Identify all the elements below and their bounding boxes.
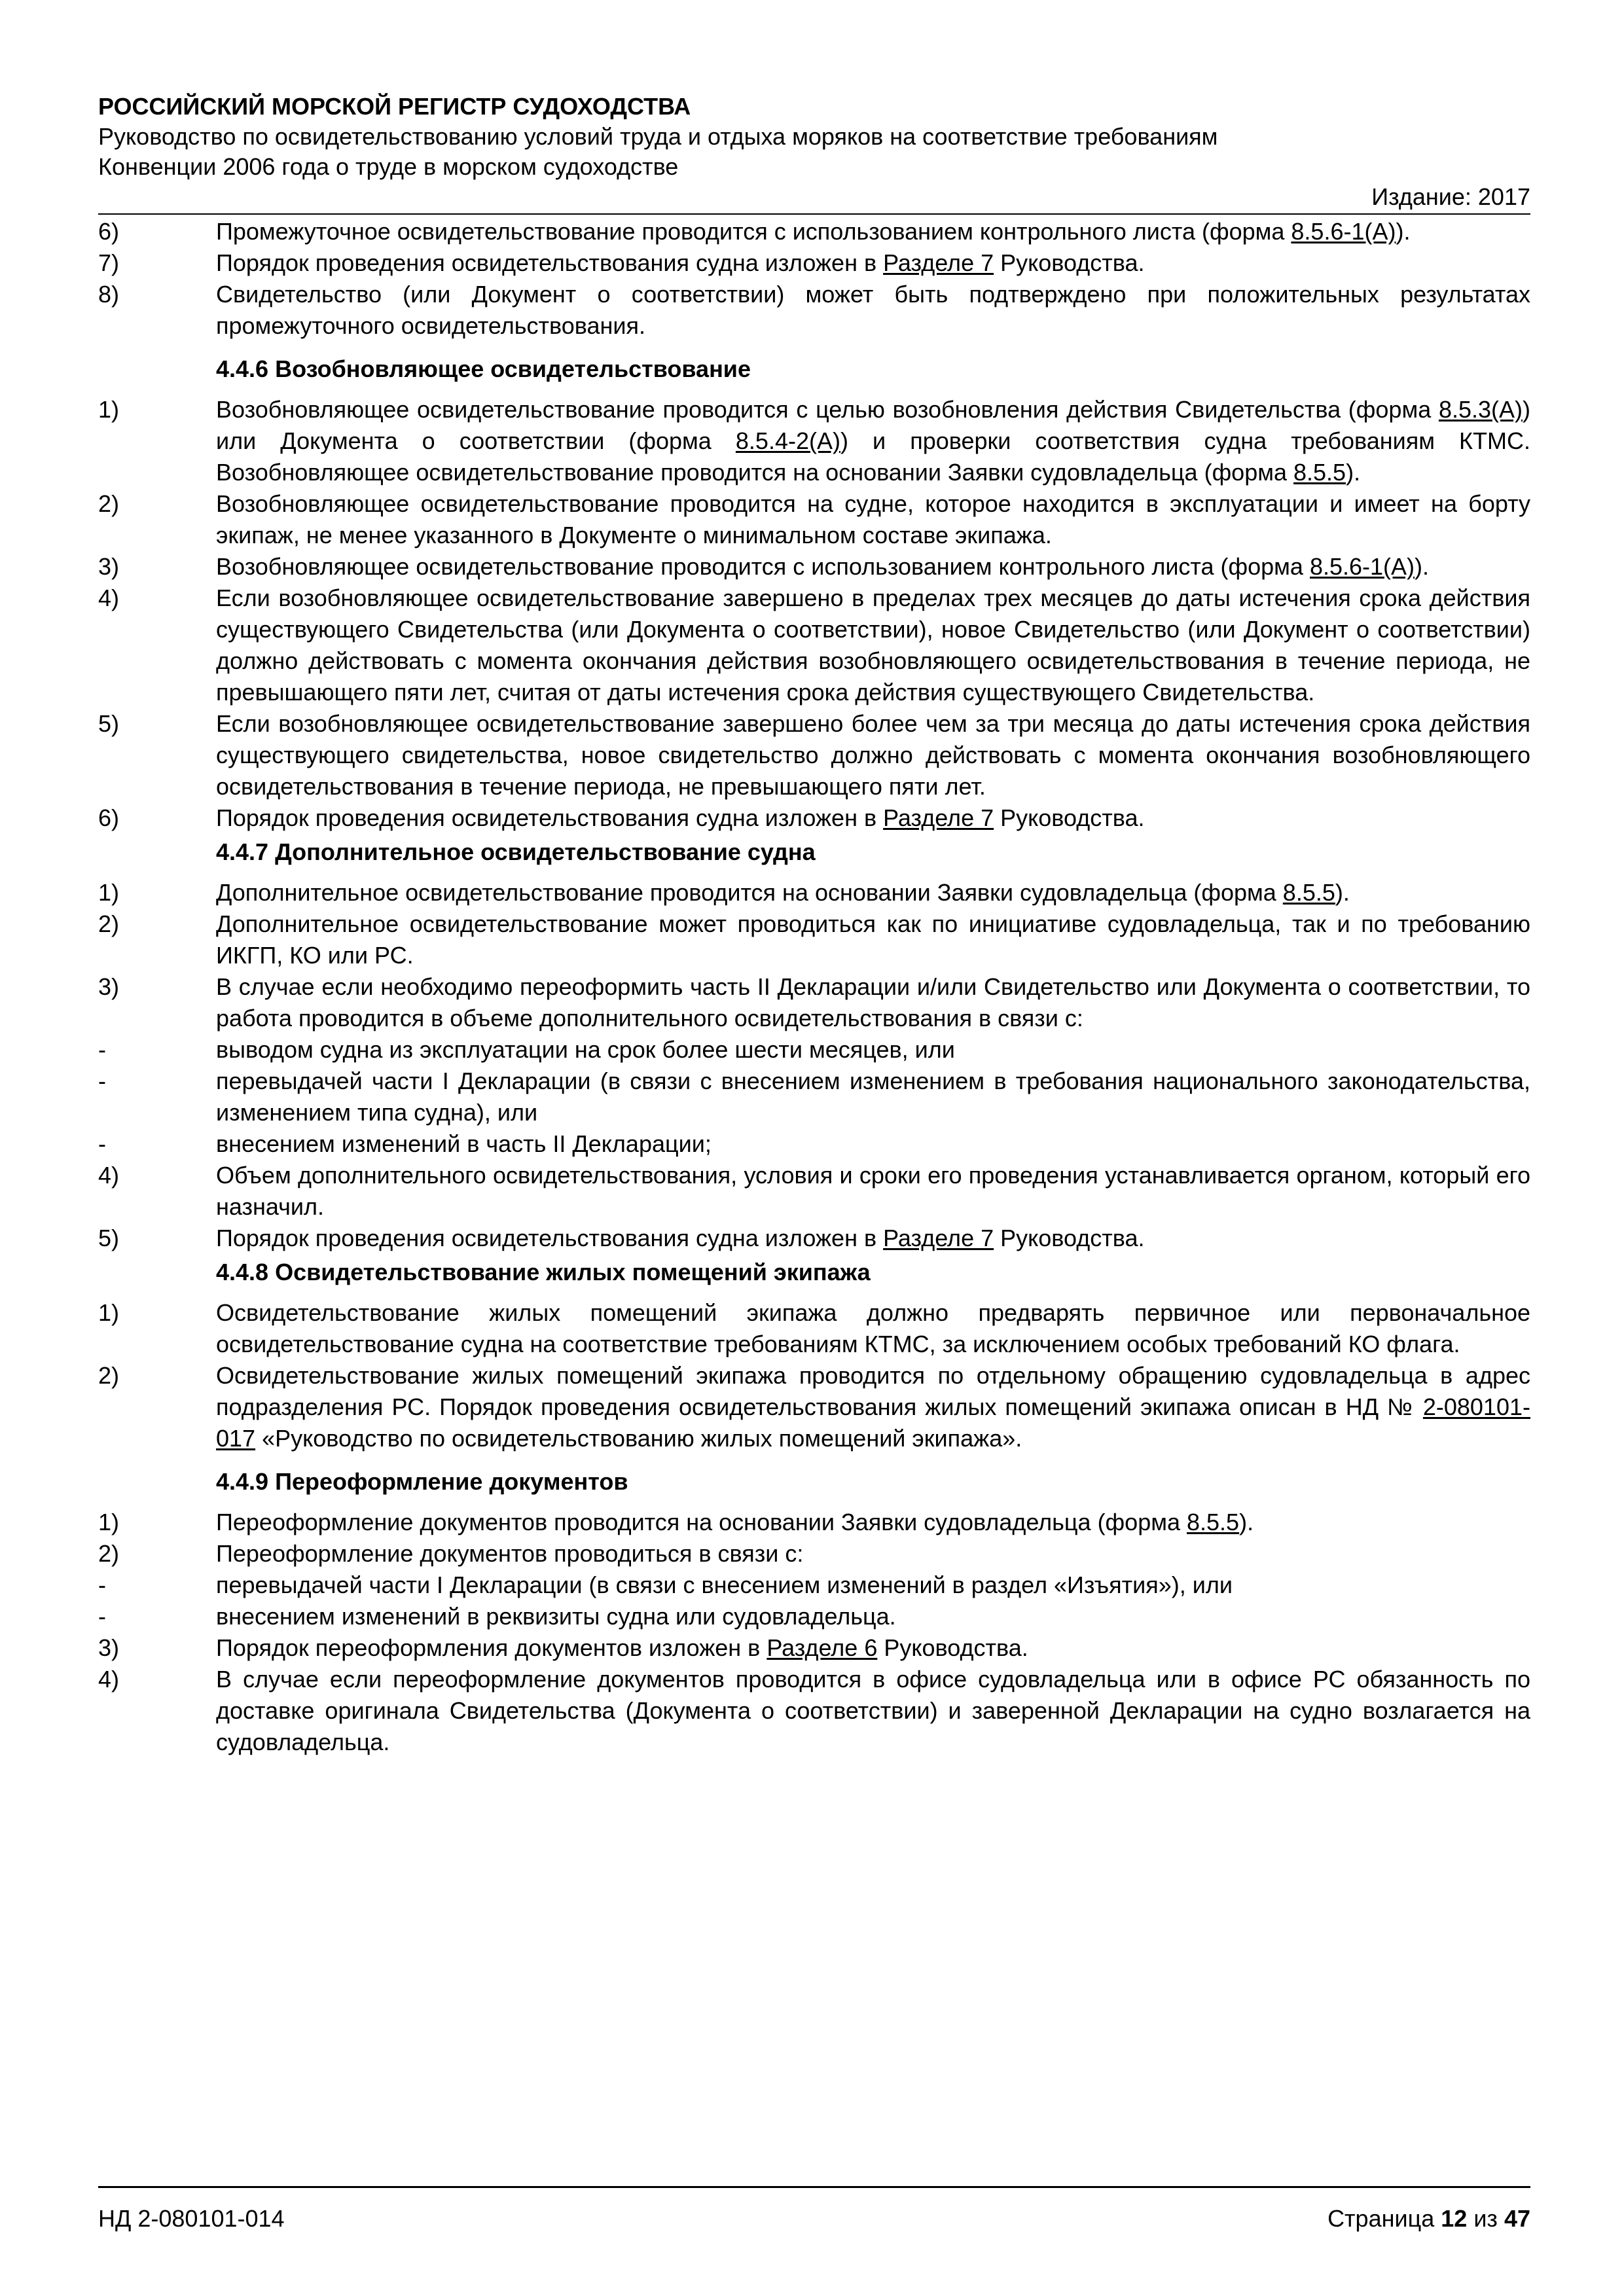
section-link[interactable]: Разделе 6 (767, 1634, 878, 1661)
dash-item (98, 1601, 1530, 1632)
list-item (98, 1538, 1530, 1570)
item-number: 1) (98, 396, 120, 423)
item-number: 2) (98, 1362, 120, 1389)
section-heading-4-4-9: 4.4.9 Переоформление документов (216, 1468, 628, 1495)
dash-item (98, 1128, 1530, 1160)
item-number: 4) (98, 1162, 120, 1189)
page-number: 12 (1441, 2205, 1468, 2232)
footer-divider (98, 2186, 1530, 2188)
item-number: 2) (98, 1540, 120, 1567)
dash-marker: - (98, 1571, 106, 1598)
list-item (98, 551, 1530, 583)
list-item (98, 802, 1530, 834)
item-text: Порядок проведения освидетельствования судна изложен в Разделе 7 Руководства. (216, 249, 1145, 276)
item-number: 1) (98, 1299, 120, 1326)
item-text: выводом судна из эксплуатации на срок более шести месяцев, или (216, 1036, 955, 1063)
section-heading-4-4-6: 4.4.6 Возобновляющее освидетельствование (216, 355, 751, 382)
footer-doc-code: НД 2-080101-014 (98, 2205, 285, 2232)
dash-marker: - (98, 1067, 106, 1094)
item-text: перевыдачей части I Декларации (в связи с внесением изменений в раздел «Изъятия»), или (216, 1571, 1233, 1598)
item-number: 2) (98, 910, 120, 937)
item-text: Если возобновляющее освидетельствование завершено в пределах трех месяцев до даты истечения срока действия существующего Свидетельства (или Документа о соответствии), новое Свидетельство (или Документ о соответствии) должно действовать с момента окончания действия возобновляющего освидетельствования в течение периода, не превышающего пяти лет, считая от даты истечения срока действия существующего Свидетельства. (216, 584, 1530, 706)
list-item (98, 216, 1530, 247)
dash-marker: - (98, 1130, 106, 1157)
item-number: 3) (98, 1634, 120, 1661)
page-total: 47 (1504, 2205, 1530, 2232)
item-text: Освидетельствование жилых помещений экипажа проводится по отдельному обращению судовладельца в адрес подразделения РС. Порядок проведения освидетельствования жилых помещений экипажа описан в НД № 2-080101-017 «Руководство по освидетельствованию жилых помещений экипажа». (216, 1362, 1530, 1452)
item-text: Порядок проведения освидетельствования судна изложен в Разделе 7 Руководства. (216, 804, 1145, 831)
list-item (98, 1223, 1530, 1254)
doc-subtitle-line1: Руководство по освидетельствованию условий труда и отдыха моряков на соответствие требованиям (98, 123, 1218, 150)
list-item (98, 708, 1530, 802)
item-number: 1) (98, 879, 120, 906)
document-page (98, 92, 1530, 2245)
item-text: Порядок проведения освидетельствования судна изложен в Разделе 7 Руководства. (216, 1225, 1145, 1251)
list-item (98, 877, 1530, 908)
list-item (98, 1160, 1530, 1223)
dash-item (98, 1066, 1530, 1128)
form-link[interactable]: 8.5.5 (1282, 879, 1335, 906)
item-text: Переоформление документов проводится на основании Заявки судовладельца (форма 8.5.5). (216, 1509, 1254, 1535)
list-item (98, 583, 1530, 708)
list-item (98, 1632, 1530, 1664)
item-text: Порядок переоформления документов изложен в Разделе 6 Руководства. (216, 1634, 1028, 1661)
item-text: В случае если необходимо переоформить часть II Декларации и/или Свидетельство или Документа о соответствии, то работа проводится в объеме дополнительного освидетельствования в связи с: (216, 973, 1530, 1031)
list-item (98, 971, 1530, 1034)
item-text: Освидетельствование жилых помещений экипажа должно предварять первичное или первоначальное освидетельствование судна на соответствие требованиям КТМС, за исключением особых требований КО флага. (216, 1299, 1530, 1357)
item-text: Возобновляющее освидетельствование проводится с использованием контрольного листа (форма 8.5.6-1(А)). (216, 553, 1430, 580)
item-number: 3) (98, 973, 120, 1000)
item-text: Возобновляющее освидетельствование проводится с целью возобновления действия Свидетельства (форма 8.5.3(А)) или Документа о соответствии (форма 8.5.4-2(А)) и проверки соответствия судна требованиям КТМС. Возобновляющее освидетельствование проводится на основании Заявки судовладельца (форма 8.5.5). (216, 396, 1531, 486)
item-number: 1) (98, 1509, 120, 1535)
item-text: В случае если переоформление документов проводится в офисе судовладельца или в офисе РС обязанность по доставке оригинала Свидетельства (Документа о соответствии) и заверенной Декларации на судно возлагается на судовладельца. (216, 1666, 1530, 1755)
list-item (98, 1664, 1530, 1758)
item-number: 4) (98, 584, 120, 611)
item-number: 5) (98, 710, 120, 737)
section-link[interactable]: Разделе 7 (883, 804, 994, 831)
document-body (98, 216, 1530, 1758)
section-heading-4-4-7: 4.4.7 Дополнительное освидетельствование судна (216, 838, 816, 865)
item-number: 3) (98, 553, 120, 580)
item-text: Возобновляющее освидетельствование проводится на судне, которое находится в эксплуатации и имеет на борту экипаж, не менее указанного в Документе о минимальном составе экипажа. (216, 490, 1530, 548)
list-item (98, 1297, 1530, 1360)
page-label: Страница (1327, 2205, 1435, 2232)
item-number: 5) (98, 1225, 120, 1251)
document-header (98, 92, 1530, 215)
item-text: перевыдачей части I Декларации (в связи с внесением изменением в требования национального законодательства, изменением типа судна), или (216, 1067, 1530, 1126)
item-text: Переоформление документов проводиться в связи с: (216, 1540, 804, 1567)
item-text: Свидетельство (или Документ о соответствии) может быть подтверждено при положительных результатах промежуточного освидетельствования. (216, 281, 1530, 339)
edition: Издание: 2017 (1371, 183, 1530, 210)
item-text: Промежуточное освидетельствование проводится с использованием контрольного листа (форма 8.5.6-1(А)). (216, 218, 1411, 245)
section-heading-4-4-8: 4.4.8 Освидетельствование жилых помещений экипажа (216, 1259, 871, 1285)
item-number: 4) (98, 1666, 120, 1693)
list-item (98, 1507, 1530, 1538)
dash-marker: - (98, 1036, 106, 1063)
dash-marker: - (98, 1603, 106, 1630)
dash-item (98, 1570, 1530, 1601)
item-number: 6) (98, 218, 120, 245)
document-link[interactable]: 2-080101-017 (216, 1393, 1530, 1452)
form-link[interactable]: 8.5.5 (1293, 459, 1346, 486)
item-number: 2) (98, 490, 120, 517)
section-link[interactable]: Разделе 7 (883, 1225, 994, 1251)
org-name: РОССИЙСКИЙ МОРСКОЙ РЕГИСТР СУДОХОДСТВА (98, 93, 691, 120)
of-label: из (1473, 2205, 1498, 2232)
section-link[interactable]: Разделе 7 (883, 249, 994, 276)
page-footer (98, 2186, 1530, 2234)
item-text: Дополнительное освидетельствование проводится на основании Заявки судовладельца (форма 8.5.5). (216, 879, 1350, 906)
form-link[interactable]: 8.5.5 (1187, 1509, 1240, 1535)
form-link[interactable]: 8.5.6-1(А) (1309, 553, 1415, 580)
list-item (98, 908, 1530, 971)
item-text: внесением изменений в реквизиты судна или судовладельца. (216, 1603, 896, 1630)
doc-subtitle-line2: Конвенции 2006 года о труде в морском судоходстве (98, 153, 679, 180)
form-link[interactable]: 8.5.3(А) (1438, 396, 1523, 423)
dash-item (98, 1034, 1530, 1066)
item-text: внесением изменений в часть II Декларации; (216, 1130, 712, 1157)
list-item (98, 1360, 1530, 1454)
item-text: Объем дополнительного освидетельствования, условия и сроки его проведения устанавливается органом, который его назначил. (216, 1162, 1530, 1220)
item-number: 7) (98, 249, 120, 276)
list-item (98, 279, 1530, 342)
item-number: 8) (98, 281, 120, 308)
list-item (98, 247, 1530, 279)
list-item (98, 394, 1530, 488)
item-text: Если возобновляющее освидетельствование завершено более чем за три месяца до даты истечения срока действия существующего свидетельства, новое свидетельство должно действовать с момента окончания возобновляющего освидетельствования в течение периода, не превышающего пяти лет. (216, 710, 1530, 800)
header-divider (98, 213, 1530, 215)
list-item (98, 488, 1530, 551)
item-number: 6) (98, 804, 120, 831)
item-text: Дополнительное освидетельствование может проводиться как по инициативе судовладельца, так и по требованию ИКГП, КО или РС. (216, 910, 1530, 969)
form-link[interactable]: 8.5.6-1(А) (1291, 218, 1396, 245)
page-counter (1327, 2204, 1530, 2234)
form-link[interactable]: 8.5.4-2(А) (735, 427, 840, 454)
